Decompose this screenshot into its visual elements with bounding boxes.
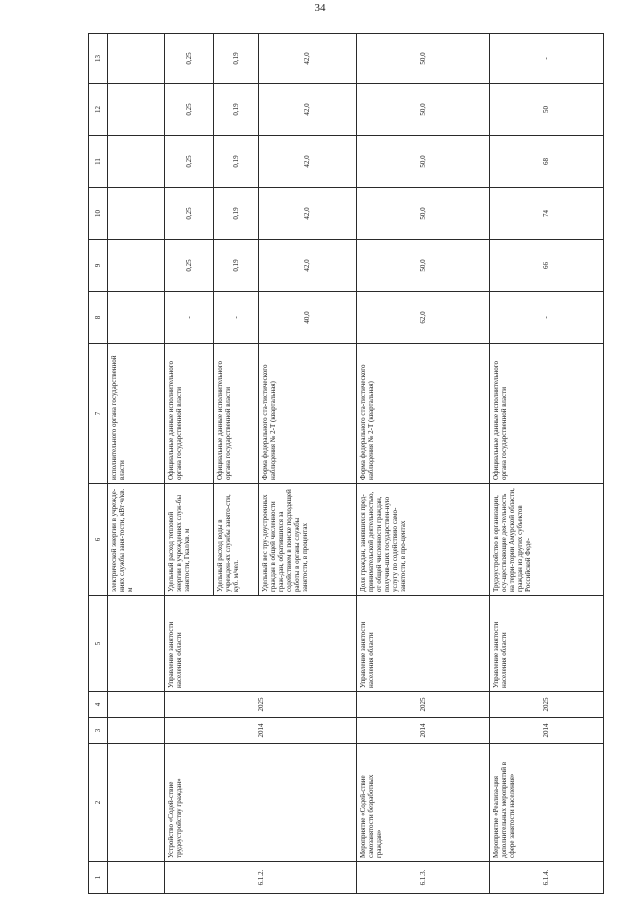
value-col-12: 0,19: [214, 84, 259, 136]
value-col-10: 0,25: [165, 188, 214, 240]
value-col-12: 0,25: [165, 84, 214, 136]
value-col-9: 66: [489, 240, 603, 292]
value-col-8: 62,0: [356, 292, 489, 344]
value-col-10: 50,0: [356, 188, 489, 240]
header-col-2: 2: [89, 744, 108, 862]
indicator-cell: Удельный расход воды в учрежден-ях службы занято-сти, куб. м/чел.: [214, 484, 259, 596]
indicator-cell: Удельный вес тру-доустроенных граждан в общей численности граж-дан, обратившихся за содействием в поиске подходящей работы в органы службы занятости, в процентах: [259, 484, 357, 596]
executor: Управление занятости населения области: [356, 596, 489, 692]
header-col-4: 4: [89, 692, 108, 718]
rotated-table-frame: [88, 34, 604, 894]
year-start: 2014: [165, 718, 357, 744]
value-col-8: -: [214, 292, 259, 344]
header-col-3: 3: [89, 718, 108, 744]
measure-name: Устройство «Содей-ствие трудоустройству граждан»: [165, 744, 357, 862]
year-start: 2014: [489, 718, 603, 744]
header-col-1: 1: [89, 862, 108, 894]
value-col-11: 0,25: [165, 136, 214, 188]
table-row: [165, 34, 214, 894]
value-col-13: 0,19: [214, 34, 259, 84]
value-col-10: 0,19: [214, 188, 259, 240]
header-col-8: 8: [89, 292, 108, 344]
value-col-12: 50: [489, 84, 603, 136]
year-start: 2014: [356, 718, 489, 744]
row-number: 6.1.2.: [165, 862, 357, 894]
executor: Управление занятости населения области: [165, 596, 357, 692]
header-col-7: 7: [89, 344, 108, 484]
value-col-12: 42,0: [259, 84, 357, 136]
header-col-12: 12: [89, 84, 108, 136]
value-col-13: 0,25: [165, 34, 214, 84]
value-col-9: 50,0: [356, 240, 489, 292]
source-cell: исполнительного органа государственной власти: [108, 344, 165, 484]
year-end: 2025: [165, 692, 357, 718]
table-row: [356, 34, 489, 894]
value-col-13: -: [489, 34, 603, 84]
header-col-9: 9: [89, 240, 108, 292]
header-col-5: 5: [89, 596, 108, 692]
indicator-cell: Трудоустройство в организации, осу-ществляющие дея-тельность на терри-тории Амурской области, граждан из других субъектов Российской Феде-: [489, 484, 603, 596]
year-end: 2025: [489, 692, 603, 718]
value-col-11: 68: [489, 136, 603, 188]
value-col-8: 40,0: [259, 292, 357, 344]
value-col-10: 42,0: [259, 188, 357, 240]
indicator-cell: Удельный расход тепловой энергии в учреждениях служ-бы занятости, Гкал/кв. м: [165, 484, 214, 596]
table-row: [489, 34, 603, 894]
table-header-row: [89, 34, 108, 894]
value-col-9: 0,19: [214, 240, 259, 292]
table-container: [88, 34, 604, 894]
value-col-12: 50,0: [356, 84, 489, 136]
value-col-11: 0,19: [214, 136, 259, 188]
year-end: 2025: [356, 692, 489, 718]
header-col-13: 13: [89, 34, 108, 84]
value-col-8: -: [165, 292, 214, 344]
value-col-8: -: [489, 292, 603, 344]
header-col-6: 6: [89, 484, 108, 596]
indicator-cell: электрической энергии в учрежде-ниях службы заня-тости, кВт·ч/кв. м: [108, 484, 165, 596]
measure-name: Мероприятие «Реализа-ция дополнительных мероприятий в сфере занятости населения»: [489, 744, 603, 862]
source-cell: Форма федерального ста-тистического наблюдения № 2-Т (квартальная): [356, 344, 489, 484]
indicator-cell: Доля граждан, занявшихся пред-принимательской деятельностью, от общей численности граждан, получив-ших государствен-ную услугу по содействию само-занятости, в про-центах: [356, 484, 489, 596]
value-col-11: 50,0: [356, 136, 489, 188]
source-cell: Официальные данные исполнительного органа государственной власти: [214, 344, 259, 484]
value-col-11: 42,0: [259, 136, 357, 188]
program-measures-table: [88, 33, 604, 894]
value-col-9: 0,25: [165, 240, 214, 292]
executor: Управление занятости населения области: [489, 596, 603, 692]
header-col-11: 11: [89, 136, 108, 188]
value-col-13: 50,0: [356, 34, 489, 84]
value-col-9: 42,0: [259, 240, 357, 292]
page-number: 34: [314, 2, 326, 14]
table-row-continuation: [108, 34, 165, 894]
header-col-10: 10: [89, 188, 108, 240]
row-number: 6.1.4.: [489, 862, 603, 894]
source-cell: Официальные данные исполнительного органа государственной власти: [165, 344, 214, 484]
value-col-13: 42,0: [259, 34, 357, 84]
value-col-10: 74: [489, 188, 603, 240]
source-cell: Официальные данные исполнительного органа государственной власти: [489, 344, 603, 484]
row-number: 6.1.3.: [356, 862, 489, 894]
source-cell: Форма федерального ста-тистического наблюдения № 2-Т (квартальная): [259, 344, 357, 484]
measure-name: Мероприятие «Содей-ствие самозанятости безработных граждан»: [356, 744, 489, 862]
